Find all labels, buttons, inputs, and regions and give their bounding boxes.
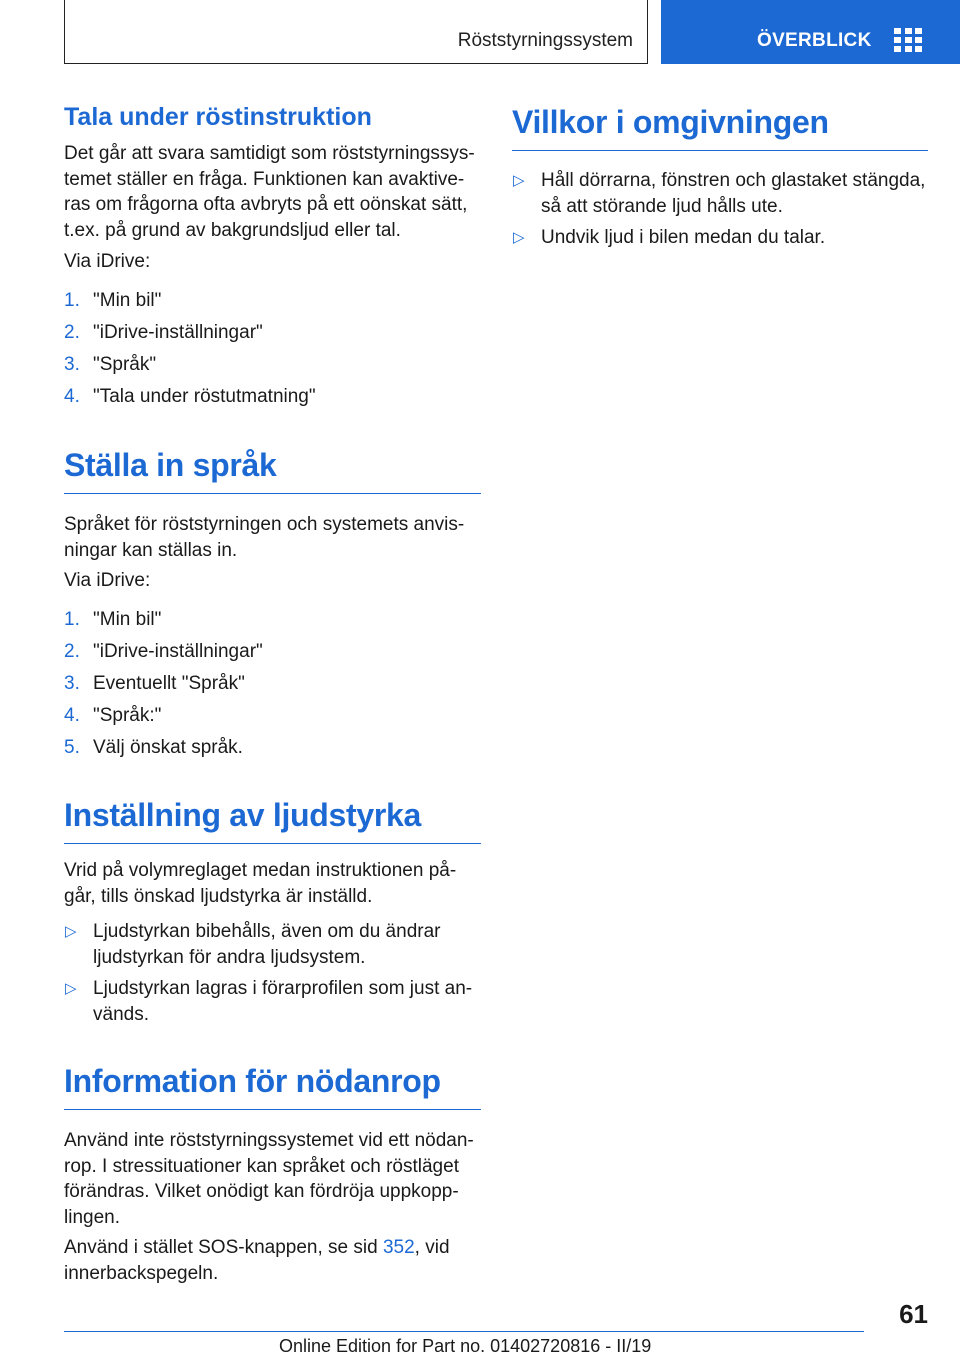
triangle-bullet-icon: ▷ bbox=[65, 980, 77, 997]
step-number: 3. bbox=[64, 354, 80, 375]
emergency-para-line: förändras. Vilket onödigt kan fördröja uppkopp- bbox=[64, 1181, 459, 1202]
emergency-para-line: lingen. bbox=[64, 1206, 120, 1228]
language-step bbox=[64, 607, 481, 633]
triangle-bullet-icon: ▷ bbox=[65, 923, 77, 940]
step-number: 2. bbox=[64, 322, 80, 343]
step-number: 2. bbox=[64, 641, 80, 662]
step-text: Välj önskat språk. bbox=[93, 737, 243, 758]
overview-label: ÖVERBLICK bbox=[757, 30, 872, 51]
language-step bbox=[64, 703, 481, 729]
step-number: 3. bbox=[64, 673, 80, 694]
volume-para-line: går, tills önskad ljudstyrka är inställd. bbox=[64, 885, 373, 907]
step-text: "Språk:" bbox=[93, 705, 162, 726]
bullet-line: ljudstyrkan för andra ljudsystem. bbox=[93, 946, 366, 968]
emergency-para2-text: , vid bbox=[414, 1237, 450, 1258]
bullet-text bbox=[93, 919, 481, 970]
talk-para-line: temet ställer en fråga. Funktionen kan avaktive- bbox=[64, 168, 465, 190]
language-para-line: ningar kan ställas in. bbox=[64, 539, 238, 561]
language-step bbox=[64, 639, 481, 665]
bullet-line: vänds. bbox=[93, 1003, 149, 1025]
volume-bullet-item bbox=[64, 976, 481, 1027]
talk-step bbox=[64, 352, 481, 378]
header-section-title: Röststyrningssystem bbox=[457, 30, 633, 51]
bullet-text bbox=[541, 168, 928, 219]
talk-step bbox=[64, 384, 481, 410]
talk-paragraph bbox=[64, 141, 481, 243]
header-section-box bbox=[64, 0, 648, 64]
language-via-label: Via iDrive: bbox=[64, 570, 151, 591]
footer-divider bbox=[64, 1331, 864, 1332]
bullet-text bbox=[541, 225, 928, 251]
language-step bbox=[64, 735, 481, 761]
talk-step bbox=[64, 288, 481, 314]
step-text: "Min bil" bbox=[93, 609, 162, 630]
overview-button[interactable] bbox=[661, 0, 960, 64]
step-text: "Min bil" bbox=[93, 290, 162, 311]
triangle-bullet-icon: ▷ bbox=[513, 172, 525, 189]
language-section-title: Ställa in språk bbox=[64, 447, 481, 494]
step-number: 4. bbox=[64, 705, 80, 726]
language-para-line: Språket för röststyrningen och systemets anvis- bbox=[64, 514, 465, 535]
emergency-para2-text: Använd i stället SOS-knappen, se sid bbox=[64, 1237, 383, 1258]
bullet-line: så att störande ljud hålls ute. bbox=[541, 195, 783, 217]
footer-edition-text: Online Edition for Part no. 01402720816 - II/19 bbox=[279, 1336, 652, 1356]
emergency-section-title: Information för nödanrop bbox=[64, 1063, 481, 1110]
page-number: 61 bbox=[899, 1299, 928, 1329]
talk-via-label: Via iDrive: bbox=[64, 251, 151, 272]
talk-para-line: ras om frågorna ofta avbryts på ett oönskat sätt, bbox=[64, 194, 468, 215]
bullet-line: Ljudstyrkan lagras i förarprofilen som just an- bbox=[93, 978, 473, 999]
bullet-line: Undvik ljud i bilen medan du talar. bbox=[541, 227, 826, 248]
emergency-para-line: rop. I stressituationer kan språket och röstläget bbox=[64, 1155, 459, 1177]
emergency-para-line: Använd inte röststyrningssystemet vid ett nödan- bbox=[64, 1130, 474, 1151]
conditions-bullet-item bbox=[512, 168, 928, 219]
triangle-bullet-icon: ▷ bbox=[513, 229, 525, 246]
volume-bullet-item bbox=[64, 919, 481, 970]
bullet-line: Håll dörrarna, fönstren och glastaket stängda, bbox=[541, 170, 926, 191]
bullet-line: Ljudstyrkan bibehålls, även om du ändrar bbox=[93, 921, 441, 942]
volume-section-title: Inställning av ljudstyrka bbox=[64, 797, 481, 844]
talk-para-line: Det går att svara samtidigt som röststyrningssys- bbox=[64, 143, 475, 164]
talk-para-line: t.ex. på grund av bakgrundsljud eller tal. bbox=[64, 219, 401, 241]
emergency-para2-text: innerbackspegeln. bbox=[64, 1262, 219, 1284]
talk-section-title: Tala under röstinstruktion bbox=[64, 103, 372, 131]
step-text: Eventuellt "Språk" bbox=[93, 673, 245, 694]
language-paragraph bbox=[64, 512, 481, 563]
conditions-bullet-item bbox=[512, 225, 928, 251]
step-text: "iDrive-inställningar" bbox=[93, 322, 263, 343]
volume-paragraph bbox=[64, 858, 481, 909]
step-number: 1. bbox=[64, 290, 80, 311]
grid-icon bbox=[894, 28, 922, 52]
conditions-section-title: Villkor i omgivningen bbox=[512, 104, 928, 151]
page-reference-link[interactable]: 352 bbox=[382, 1237, 415, 1258]
emergency-paragraph-2 bbox=[64, 1235, 481, 1286]
talk-step bbox=[64, 320, 481, 346]
bullet-text bbox=[93, 976, 481, 1027]
step-number: 5. bbox=[64, 737, 80, 758]
volume-para-line: Vrid på volymreglaget medan instruktionen på- bbox=[64, 860, 457, 881]
step-text: "iDrive-inställningar" bbox=[93, 641, 263, 662]
step-number: 1. bbox=[64, 609, 80, 630]
step-number: 4. bbox=[64, 386, 80, 407]
emergency-paragraph bbox=[64, 1128, 481, 1230]
step-text: "Tala under röstutmatning" bbox=[93, 386, 316, 407]
language-step bbox=[64, 671, 481, 697]
step-text: "Språk" bbox=[93, 354, 157, 375]
